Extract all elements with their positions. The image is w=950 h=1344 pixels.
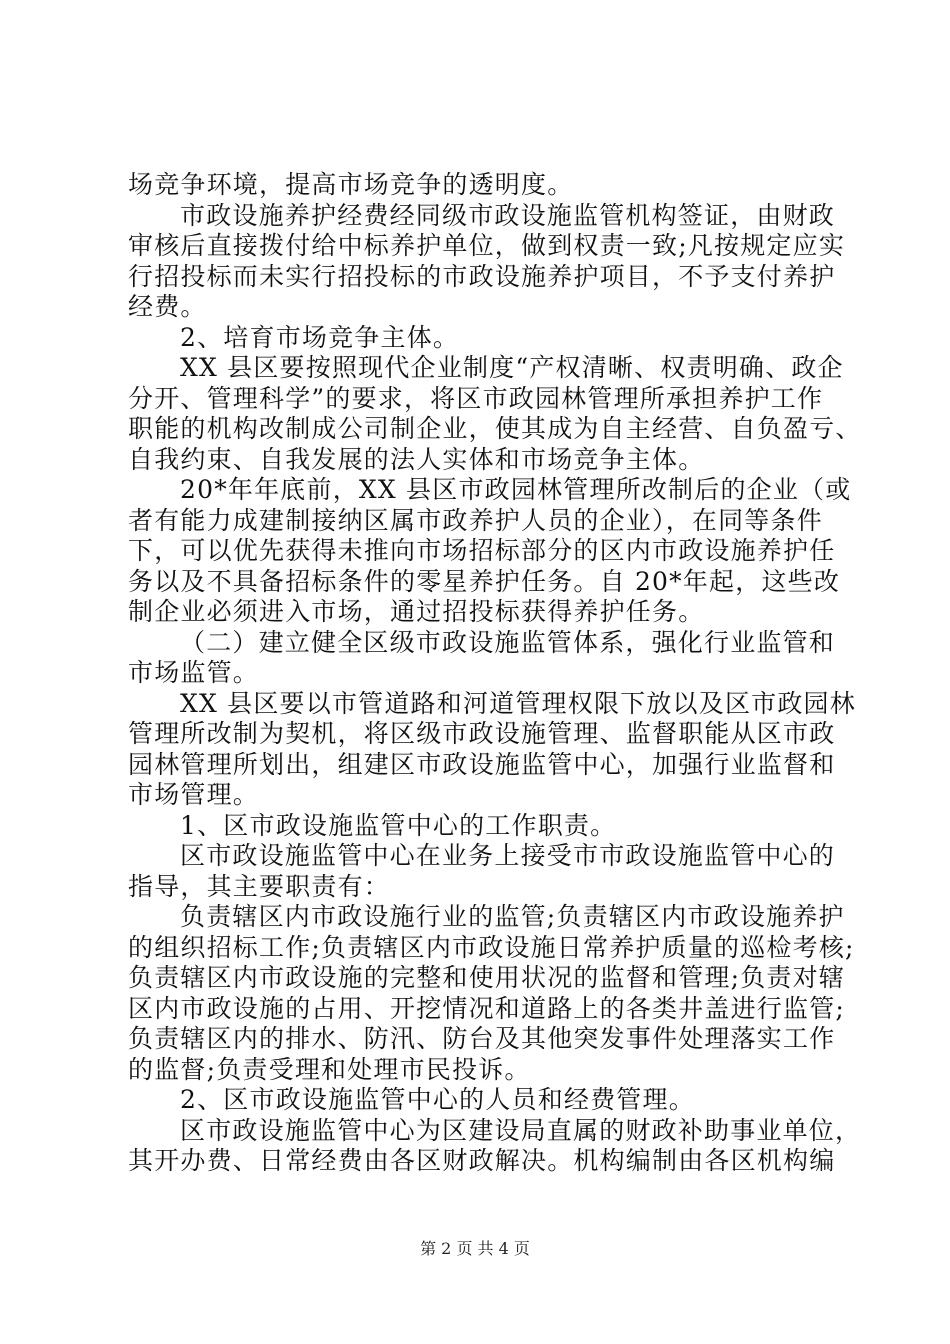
text-line: 审核后直接拨付给中标养护单位，做到权责一致;凡按规定应实 bbox=[128, 231, 846, 260]
text-line: 经费。 bbox=[128, 292, 207, 321]
text-line: XX 县区要以市管道路和河道管理权限下放以及区市政园林 bbox=[180, 688, 856, 718]
text-line: 者有能力成建制接纳区属市政养护人员的企业），在同等条件 bbox=[128, 505, 823, 535]
text-line: 制企业必须进入市场，通过招投标获得养护任务。 bbox=[128, 597, 705, 626]
text-line: 其开办费、日常经费由各区财政解决。机构编制由各区机构编 bbox=[128, 1146, 836, 1175]
text-line: 负责辖区内市政设施行业的监管;负责辖区内市政设施养护 bbox=[180, 902, 845, 931]
text-line: 1、区市政设施监管中心的工作职责。 bbox=[180, 810, 617, 840]
text-line: 市场管理。 bbox=[128, 780, 260, 809]
text-line: 市政设施养护经费经同级市政设施监管机构签证，由财政 bbox=[180, 200, 836, 230]
text-line: 的组织招标工作;负责辖区内市政设施日常养护质量的巡检考核; bbox=[128, 932, 855, 962]
text-line: 行招投标而未实行招投标的市政设施养护项目，不予支付养护 bbox=[128, 261, 836, 291]
text-line: 管理所改制为契机，将区级市政设施管理、监督职能从区市政 bbox=[128, 719, 836, 748]
section-heading: （二）建立健全区级市政设施监管体系，强化行业监管和 bbox=[180, 627, 836, 657]
text-line: XX 县区要按照现代企业制度“产权清晰、权责明确、政企 bbox=[180, 353, 844, 382]
text-line: 下，可以优先获得未推向市场招标部分的区内市政设施养护任 bbox=[128, 536, 836, 565]
text-line: 分开、管理科学”的要求，将区市政园林管理所承担养护工作 bbox=[128, 383, 824, 413]
page-footer: 第 2 页 共 4 页 bbox=[420, 1239, 530, 1258]
text-line: 市场监管。 bbox=[128, 658, 260, 687]
text-line: 区市政设施监管中心在业务上接受市市政设施监管中心的 bbox=[180, 841, 836, 870]
text-line: 负责辖区内的排水、防汛、防台及其他突发事件处理落实工作 bbox=[128, 1024, 836, 1053]
text-line: 职能的机构改制成公司制企业，使其成为自主经营、自负盈亏、 bbox=[128, 414, 862, 443]
text-line: 20*年年底前，XX 县区市政园林管理所改制后的企业（或 bbox=[180, 475, 852, 504]
text-line: 区内市政设施的占用、开挖情况和道路上的各类井盖进行监管; bbox=[128, 993, 846, 1023]
text-line: 指导，其主要职责有： bbox=[128, 871, 391, 901]
text-line: 2、区市政设施监管中心的人员和经费管理。 bbox=[180, 1085, 695, 1114]
text-line: 自我约束、自我发展的法人实体和市场竞争主体。 bbox=[128, 444, 705, 474]
text-line: 2、培育市场竞争主体。 bbox=[180, 322, 460, 352]
text-line: 区市政设施监管中心为区建设局直属的财政补助事业单位， bbox=[180, 1115, 862, 1145]
text-line: 的监督;负责受理和处理市民投诉。 bbox=[128, 1054, 531, 1084]
text-line: 园林管理所划出，组建区市政设施监管中心，加强行业监督和 bbox=[128, 749, 836, 779]
text-line: 负责辖区内市政设施的完整和使用状况的监督和管理;负责对辖 bbox=[128, 963, 846, 992]
text-line: 务以及不具备招标条件的零星养护任务。自 20*年起，这些改 bbox=[128, 566, 841, 596]
text-line: 场竞争环境，提高市场竞争的透明度。 bbox=[128, 170, 574, 199]
